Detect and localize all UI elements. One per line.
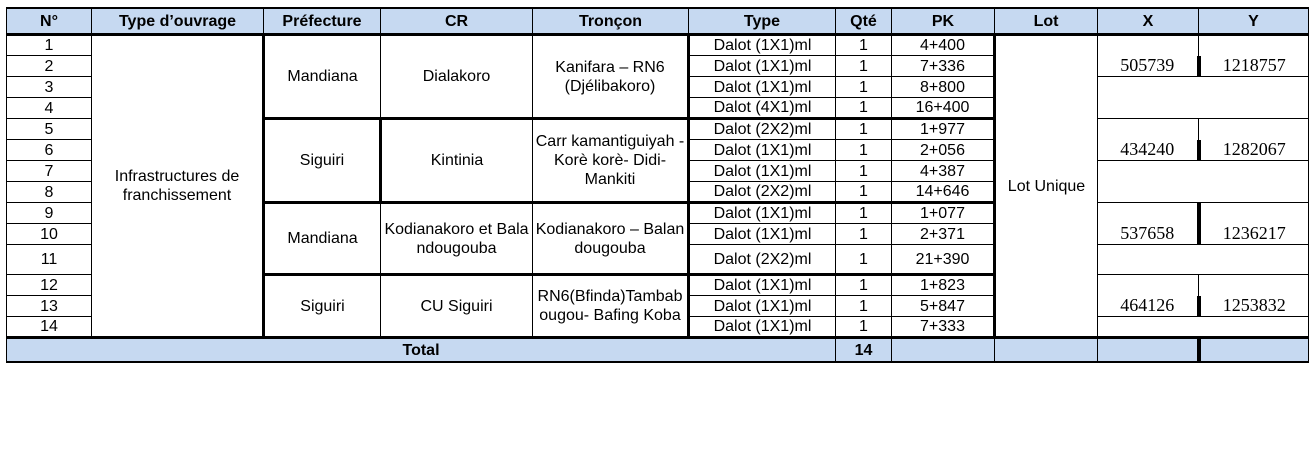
x-coordinate: 537658 bbox=[1098, 224, 1199, 245]
qte-cell: 1 bbox=[836, 203, 892, 224]
pk-cell: 1+823 bbox=[892, 275, 995, 296]
pk-cell: 7+333 bbox=[892, 317, 995, 338]
qte-cell: 1 bbox=[836, 182, 892, 203]
type-cell: Dalot (1X1)ml bbox=[689, 35, 836, 56]
header-n: N° bbox=[7, 8, 92, 35]
pk-cell: 16+400 bbox=[892, 98, 995, 119]
row-number: 3 bbox=[7, 77, 92, 98]
qte-cell: 1 bbox=[836, 161, 892, 182]
x-empty-cell bbox=[1098, 119, 1199, 140]
coord-empty-cell bbox=[1098, 161, 1309, 203]
type-cell: Dalot (1X1)ml bbox=[689, 140, 836, 161]
coord-empty-cell bbox=[1098, 245, 1309, 275]
pk-cell: 1+977 bbox=[892, 119, 995, 140]
pk-cell: 14+646 bbox=[892, 182, 995, 203]
row-number: 4 bbox=[7, 98, 92, 119]
pk-cell: 4+400 bbox=[892, 35, 995, 56]
qte-cell: 1 bbox=[836, 140, 892, 161]
header-row bbox=[7, 8, 1309, 35]
pk-cell: 4+387 bbox=[892, 161, 995, 182]
qte-cell: 1 bbox=[836, 224, 892, 245]
x-empty-cell bbox=[1098, 203, 1199, 224]
coord-empty-cell bbox=[1098, 317, 1309, 338]
row-number: 14 bbox=[7, 317, 92, 338]
type-cell: Dalot (1X1)ml bbox=[689, 317, 836, 338]
header-qte: Qté bbox=[836, 8, 892, 35]
type-cell: Dalot (1X1)ml bbox=[689, 161, 836, 182]
header-x: X bbox=[1098, 8, 1199, 35]
table-row bbox=[7, 35, 1309, 56]
qte-cell: 1 bbox=[836, 296, 892, 317]
cr-cell: Kintinia bbox=[381, 119, 533, 203]
qte-cell: 1 bbox=[836, 35, 892, 56]
header-y: Y bbox=[1199, 8, 1309, 35]
type-cell: Dalot (2X2)ml bbox=[689, 182, 836, 203]
row-number: 6 bbox=[7, 140, 92, 161]
total-qte: 14 bbox=[836, 338, 892, 363]
type-cell: Dalot (1X1)ml bbox=[689, 203, 836, 224]
lot-cell: Lot Unique bbox=[995, 35, 1098, 338]
y-empty-cell bbox=[1199, 275, 1309, 296]
type-cell: Dalot (1X1)ml bbox=[689, 296, 836, 317]
pk-cell: 8+800 bbox=[892, 77, 995, 98]
qte-cell: 1 bbox=[836, 56, 892, 77]
coord-empty-cell bbox=[1098, 77, 1309, 119]
cr-cell: CU Siguiri bbox=[381, 275, 533, 338]
troncon-cell: Kodianakoro – Balandougouba bbox=[533, 203, 689, 275]
total-label: Total bbox=[7, 338, 836, 363]
qte-cell: 1 bbox=[836, 119, 892, 140]
qte-cell: 1 bbox=[836, 98, 892, 119]
type-cell: Dalot (4X1)ml bbox=[689, 98, 836, 119]
troncon-cell: RN6(Bfinda)Tambabougou- Bafing Koba bbox=[533, 275, 689, 338]
prefecture-cell: Siguiri bbox=[264, 275, 381, 338]
troncon-cell: Kanifara – RN6 (Djélibakoro) bbox=[533, 35, 689, 119]
total-pk-empty bbox=[892, 338, 995, 363]
header-pk: PK bbox=[892, 8, 995, 35]
row-number: 10 bbox=[7, 224, 92, 245]
prefecture-cell: Mandiana bbox=[264, 203, 381, 275]
row-number: 2 bbox=[7, 56, 92, 77]
pk-cell: 5+847 bbox=[892, 296, 995, 317]
type-cell: Dalot (1X1)ml bbox=[689, 275, 836, 296]
header-type: Type bbox=[689, 8, 836, 35]
type-cell: Dalot (1X1)ml bbox=[689, 224, 836, 245]
qte-cell: 1 bbox=[836, 77, 892, 98]
prefecture-cell: Mandiana bbox=[264, 35, 381, 119]
row-number: 12 bbox=[7, 275, 92, 296]
y-coordinate: 1218757 bbox=[1199, 56, 1309, 77]
prefecture-cell: Siguiri bbox=[264, 119, 381, 203]
type-cell: Dalot (2X2)ml bbox=[689, 119, 836, 140]
type-cell: Dalot (1X1)ml bbox=[689, 56, 836, 77]
header-troncon: Tronçon bbox=[533, 8, 689, 35]
y-coordinate: 1236217 bbox=[1199, 224, 1309, 245]
y-empty-cell bbox=[1199, 35, 1309, 56]
pk-cell: 2+371 bbox=[892, 224, 995, 245]
type-ouvrage-cell: Infrastructures de franchissement bbox=[92, 35, 264, 338]
row-number: 13 bbox=[7, 296, 92, 317]
row-number: 9 bbox=[7, 203, 92, 224]
total-x-empty bbox=[1098, 338, 1199, 363]
row-number: 11 bbox=[7, 245, 92, 275]
qte-cell: 1 bbox=[836, 245, 892, 275]
x-empty-cell bbox=[1098, 35, 1199, 56]
y-coordinate: 1282067 bbox=[1199, 140, 1309, 161]
cr-cell: Kodianakoro et Balandougouba bbox=[381, 203, 533, 275]
x-coordinate: 464126 bbox=[1098, 296, 1199, 317]
pk-cell: 1+077 bbox=[892, 203, 995, 224]
total-row bbox=[7, 338, 1309, 363]
x-coordinate: 505739 bbox=[1098, 56, 1199, 77]
total-y-empty bbox=[1199, 338, 1309, 363]
row-number: 1 bbox=[7, 35, 92, 56]
y-empty-cell bbox=[1199, 119, 1309, 140]
header-prefecture: Préfecture bbox=[264, 8, 381, 35]
header-lot: Lot bbox=[995, 8, 1098, 35]
pk-cell: 21+390 bbox=[892, 245, 995, 275]
header-type-ouvrage: Type d’ouvrage bbox=[92, 8, 264, 35]
type-cell: Dalot (1X1)ml bbox=[689, 77, 836, 98]
y-empty-cell bbox=[1199, 203, 1309, 224]
type-cell: Dalot (2X2)ml bbox=[689, 245, 836, 275]
pk-cell: 2+056 bbox=[892, 140, 995, 161]
x-empty-cell bbox=[1098, 275, 1199, 296]
qte-cell: 1 bbox=[836, 275, 892, 296]
qte-cell: 1 bbox=[836, 317, 892, 338]
y-coordinate: 1253832 bbox=[1199, 296, 1309, 317]
cr-cell: Dialakoro bbox=[381, 35, 533, 119]
row-number: 7 bbox=[7, 161, 92, 182]
header-cr: CR bbox=[381, 8, 533, 35]
row-number: 8 bbox=[7, 182, 92, 203]
x-coordinate: 434240 bbox=[1098, 140, 1199, 161]
troncon-cell: Carr kamantiguiyah -Korè korè- Didi-Mankiti bbox=[533, 119, 689, 203]
total-lot-empty bbox=[995, 338, 1098, 363]
row-number: 5 bbox=[7, 119, 92, 140]
works-table bbox=[6, 7, 1309, 363]
pk-cell: 7+336 bbox=[892, 56, 995, 77]
